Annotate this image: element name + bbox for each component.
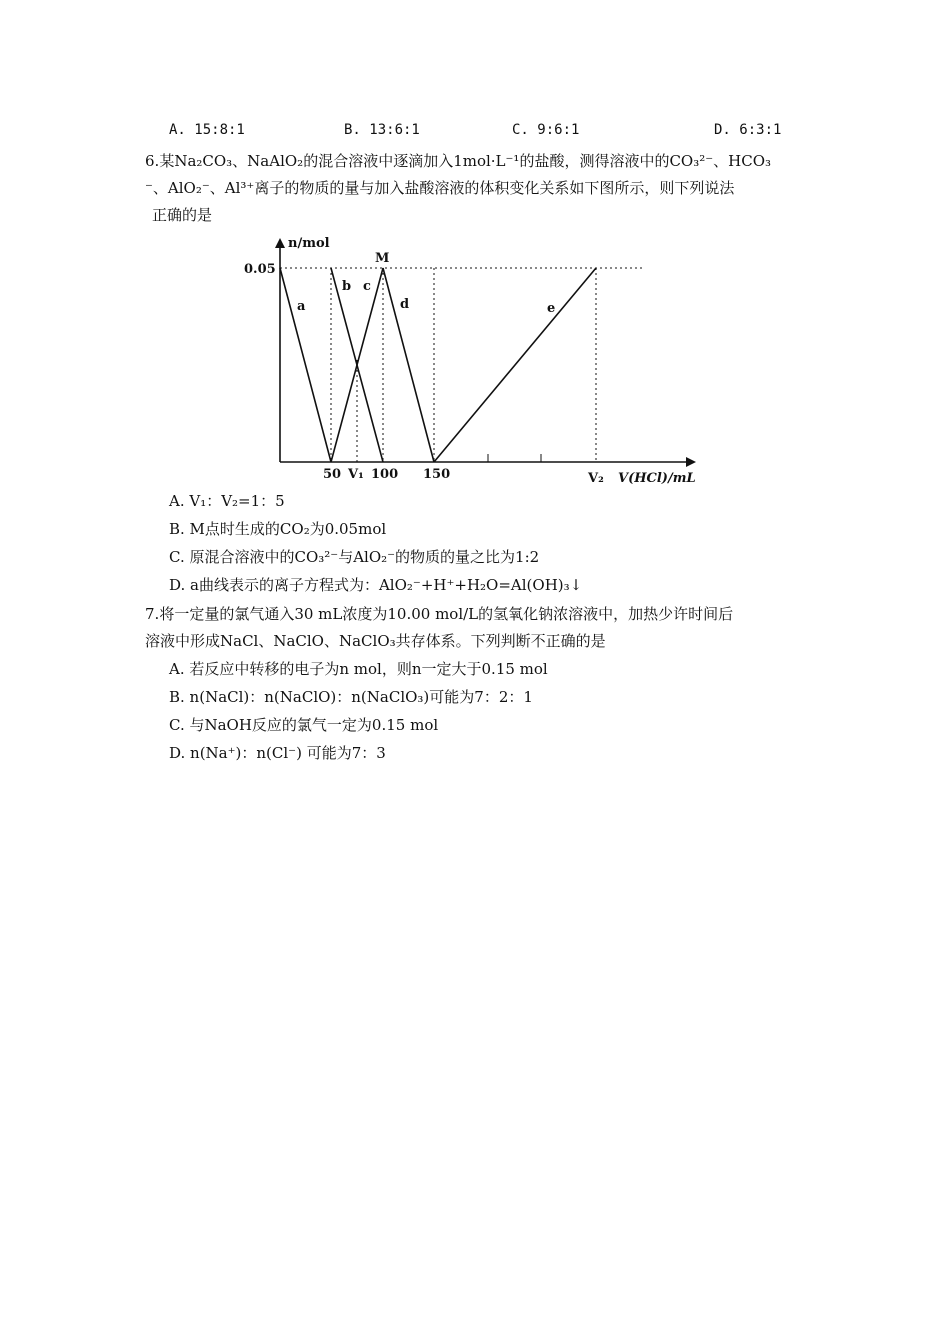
ion-amount-graph (230, 230, 710, 490)
q7-option-c: C. 与NaOH反应的氯气一定为0.15 mol (169, 716, 439, 734)
q5-option-d: D. 6:3:1 (714, 122, 782, 138)
q6-stem-line1 (145, 150, 771, 172)
q6-option-d: D. a曲线表示的离子方程式为：AlO₂⁻+H⁺+H₂O=Al(OH)₃↓ (169, 576, 583, 594)
q5-option-c: C. 9:6:1 (512, 122, 580, 138)
series-label-b: b (342, 279, 352, 294)
q7-number: 7. (145, 605, 160, 623)
q5-option-b: B. 13:6:1 (344, 122, 420, 138)
q5-options (169, 122, 789, 144)
q7-option-a: A. 若反应中转移的电子为n mol，则n一定大于0.15 mol (169, 660, 548, 678)
q7-stem-line2: 溶液中形成NaCl、NaClO、NaClO₃共存体系。下列判断不正确的是 (145, 632, 606, 650)
x-axis-arrow-icon (686, 457, 696, 467)
q7-option-b: B. n(NaCl)：n(NaClO)：n(NaClO₃)可能为7：2：1 (169, 688, 533, 706)
q7-option-d: D. n(Na⁺)：n(Cl⁻) 可能为7：3 (169, 744, 386, 762)
peak-label-m: M (375, 251, 390, 266)
series-e-line (434, 268, 596, 462)
q6-number: 6. (145, 152, 160, 170)
q6-option-a: A. V₁：V₂=1：5 (169, 492, 285, 510)
q7-stem-text1: 将一定量的氯气通入30 mL浓度为10.00 mol/L的氢氧化钠浓溶液中，加热少许时间后 (159, 605, 734, 623)
series-label-e: e (547, 301, 556, 316)
series-label-d: d (400, 297, 410, 312)
q7-stem-line1 (145, 603, 733, 625)
y-axis-arrow-icon (275, 238, 285, 248)
q6-option-b: B. M点时生成的CO₂为0.05mol (169, 520, 387, 538)
q6-stem-text1: 某Na₂CO₃、NaAlO₂的混合溶液中逐滴加入1mol·L⁻¹的盐酸，测得溶液中的CO₃²⁻、HCO₃ (159, 152, 772, 170)
q6-option-c: C. 原混合溶液中的CO₃²⁻与AlO₂⁻的物质的量之比为1:2 (169, 548, 540, 566)
x-tick-label-v1: V₁ (348, 467, 364, 482)
x-tick-label-100: 100 (371, 467, 399, 482)
x-tick-label-150: 150 (423, 467, 451, 482)
y-axis-label: n/mol (288, 236, 330, 251)
series-label-c: c (363, 279, 371, 294)
x-tick-label-50: 50 (323, 467, 342, 482)
x-axis-label: V(HCl)/mL (618, 471, 696, 486)
x-tick-label-v2: V₂ (588, 471, 604, 486)
q5-option-a: A. 15:8:1 (169, 122, 245, 138)
q6-stem-line3: 正确的是 (152, 206, 213, 224)
q6-stem-line2: ⁻、AlO₂⁻、Al³⁺离子的物质的量与加入盐酸溶液的体积变化关系如下图所示，则下列说法 (145, 179, 735, 197)
series-a-line (280, 268, 331, 462)
y-tick-label-0.05: 0.05 (244, 262, 276, 277)
series-label-a: a (297, 299, 306, 314)
